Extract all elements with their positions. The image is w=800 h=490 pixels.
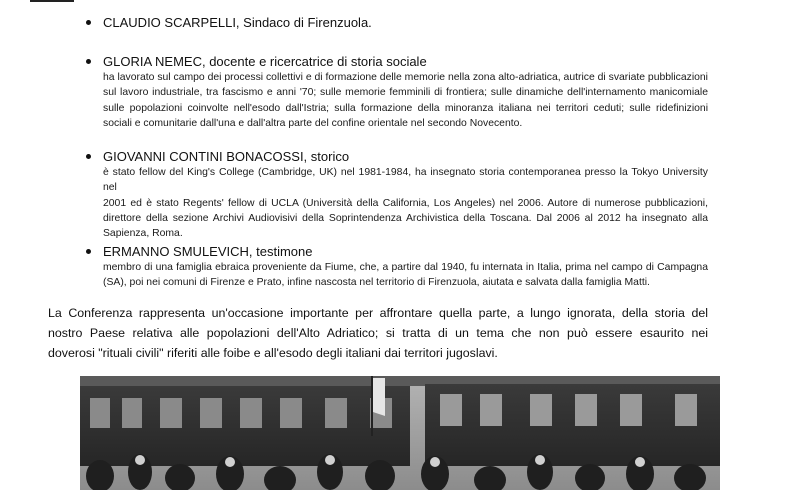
paragraph-line: nostro Paese relativa alle popolazioni dell'Alto Adriatico; si tratta di un tema che non può essere esaurito nei — [48, 326, 708, 340]
bullet-icon — [86, 154, 91, 159]
speaker-name: GIOVANNI CONTINI BONACOSSI, storico — [103, 149, 350, 164]
bio-line: è stato fellow del King's College (Cambridge, UK) nel 1981-1984, ha insegnato storia contemporanea presso la Tokyo University nel — [103, 167, 708, 194]
bio-line: 2001 ed è stato Regents' fellow di UCLA (Università della California, Los Angeles) nel 2006. Autore di numerose pubblicazioni, — [103, 197, 708, 209]
paragraph-line: doverosi "rituali civili" riferiti alle foibe e all'esodo degli italiani dai territori jugoslavi. — [48, 346, 498, 360]
paragraph-line: La Conferenza rappresenta un'occasione importante per affrontare quella parte, a lungo ignorata, della storia del — [48, 306, 708, 320]
bullet-icon — [86, 59, 91, 64]
photo-image — [80, 376, 720, 490]
speaker-name: GLORIA NEMEC, docente e ricercatrice di storia sociale — [103, 54, 427, 69]
conference-paragraph — [48, 303, 708, 363]
bio-line: sul lavoro industriale, tra fascismo e anni '70; sulle memorie femminili di frontiera; sulle dinamiche dell'internamento manicomiale — [103, 87, 708, 99]
bio-line: sociali e comunitarie dall'una e dall'altra parte del confine orientale nel secondo Novecento. — [103, 117, 523, 129]
speaker-name: ERMANNO SMULEVICH, testimone — [103, 244, 313, 259]
bio-line: ha lavorato sul campo dei processi collettivi e di formazione delle memorie nella zona alto-adriatica, autrice di svariate pubblicazioni — [103, 72, 708, 83]
bio-line: Sapienza, Roma. — [103, 228, 183, 240]
bio-line: membro di una famiglia ebraica proveniente da Fiume, che, a partire dal 1940, fu internata in Italia, prima nel campo di Campagna — [103, 262, 708, 273]
historical-train-photo — [80, 376, 720, 490]
speaker-bio — [103, 165, 708, 241]
bullet-icon — [86, 249, 91, 254]
speaker-bio — [103, 260, 708, 291]
heading-fragment — [30, 0, 74, 2]
bio-line: (SA), poi nei comuni di Firenze e Prato, infine nascosta nel territorio di Firenzuola, aiutata e salvata dalla famiglia Matti. — [103, 277, 650, 289]
speaker-name: CLAUDIO SCARPELLI, Sindaco di Firenzuola. — [103, 15, 372, 30]
bullet-icon — [86, 20, 91, 25]
bio-line: sulle popolazioni coinvolte nell'esodo dall'Istria; sulla formazione della minoranza italiana nei territori ceduti; sulle ridefinizioni — [103, 102, 708, 114]
bio-line: direttore della sezione Archivi Audiovisivi della Soprintendenza Archivistica della Toscana. Dal 2006 al 2012 ha insegnato alla — [103, 212, 708, 224]
speaker-bio — [103, 70, 708, 131]
